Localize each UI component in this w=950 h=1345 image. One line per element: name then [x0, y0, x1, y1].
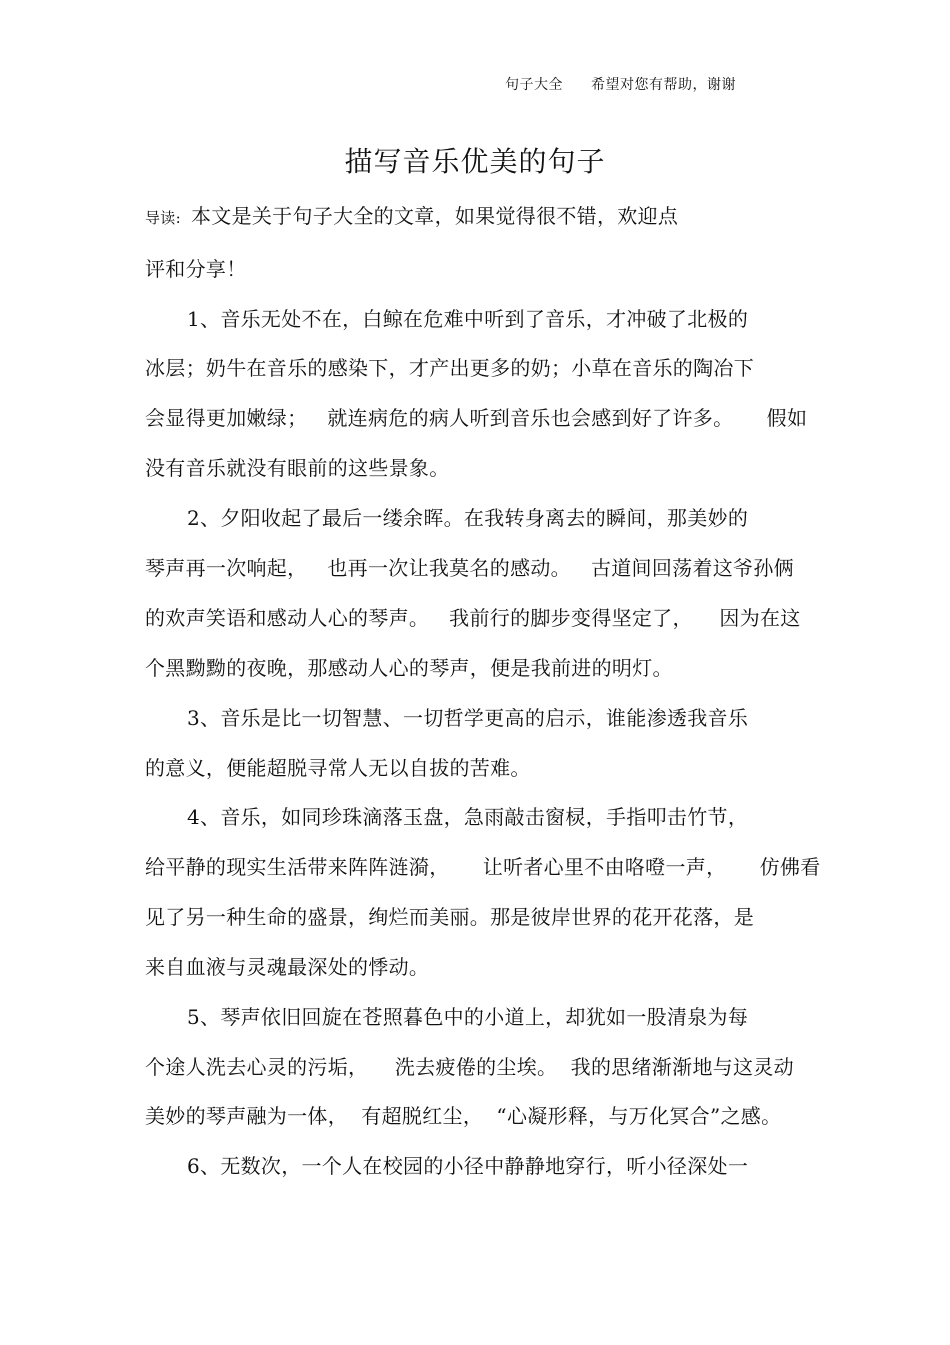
- paragraph-4-line: 来自血液与灵魂最深处的悸动。: [145, 955, 430, 979]
- paragraph-2-line: 个黑黝黝的夜晚，那感动人心的琴声，便是我前进的明灯。: [145, 656, 673, 680]
- paragraph-1-line: 1、音乐无处不在，白鲸在危难中听到了音乐，才冲破了北极的: [187, 307, 749, 331]
- intro-label: 导读:: [145, 209, 181, 227]
- paragraph-2-line: 2、夕阳收起了最后一缕余晖。在我转身离去的瞬间，那美妙的: [187, 506, 749, 530]
- paragraph-1-line: 没有音乐就没有眼前的这些景象。: [145, 456, 450, 480]
- paragraph-6-line: 6、无数次，一个人在校园的小径中静静地穿行，听小径深处一: [187, 1154, 749, 1178]
- intro-line: [145, 202, 678, 232]
- paragraph-3-line: 3、音乐是比一切智慧、一切哲学更高的启示，谁能渗透我音乐: [187, 706, 749, 730]
- paragraph-1-line: 会显得更加嫩绿； 就连病危的病人听到音乐也会感到好了许多。 假如: [145, 406, 808, 430]
- paragraph-3-line: 的意义，便能超脱寻常人无以自拔的苦难。: [145, 756, 531, 780]
- paragraph-4-line: 4、音乐，如同珍珠滴落玉盘，急雨敲击窗棂，手指叩击竹节，: [187, 805, 749, 829]
- paragraph-5-line: 5、琴声依旧回旋在苍照暮色中的小道上，却犹如一股清泉为每: [187, 1005, 749, 1029]
- article-title: 描写音乐优美的句子: [344, 145, 606, 178]
- page-header: [505, 74, 736, 94]
- intro-line: 评和分享！: [145, 257, 247, 281]
- header-slogan: 希望对您有帮助，谢谢: [591, 77, 736, 93]
- paragraph-5-line: 个途人洗去心灵的污垢， 洗去疲倦的尘埃。 我的思绪渐渐地与这灵动: [145, 1055, 794, 1079]
- paragraph-4-line: 给平静的现实生活带来阵阵涟漪， 让听者心里不由咯噔一声， 仿佛看: [145, 855, 821, 879]
- intro-text: 本文是关于句子大全的文章，如果觉得很不错，欢迎点: [190, 204, 679, 228]
- paragraph-4-line: 见了另一种生命的盛景，绚烂而美丽。那是彼岸世界的花开花落，是: [145, 905, 754, 929]
- paragraph-5-line: 美妙的琴声融为一体， 有超脱红尘， “心凝形释，与万化冥合”之感。: [145, 1104, 782, 1128]
- paragraph-2-line: 的欢声笑语和感动人心的琴声。 我前行的脚步变得坚定了， 因为在这: [145, 606, 801, 630]
- paragraph-2-line: 琴声再一次响起， 也再一次让我莫名的感动。 古道间回荡着这爷孙俩: [145, 556, 794, 580]
- header-site-name: 句子大全: [505, 77, 563, 93]
- paragraph-1-line: 冰层；奶牛在音乐的感染下，才产出更多的奶；小草在音乐的陶冶下: [145, 356, 754, 380]
